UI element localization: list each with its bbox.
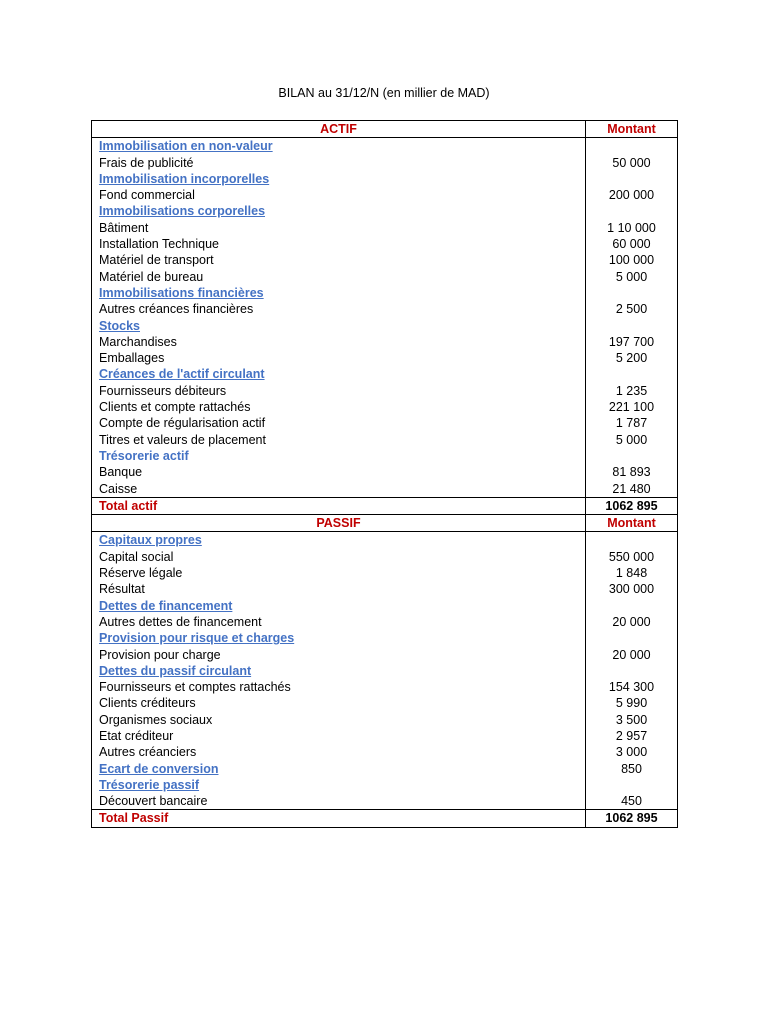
actif-row-amount: 50 000: [586, 155, 678, 171]
actif-row-label: [92, 203, 586, 219]
passif-row-amount: [586, 532, 678, 549]
passif-row-label-text: Provision pour charge: [99, 647, 221, 662]
passif-row-amount: 20 000: [586, 647, 678, 663]
passif-category-row: [92, 532, 678, 549]
actif-row-label: [92, 220, 586, 236]
actif-category-row: [92, 203, 678, 219]
actif-header-row: [92, 121, 678, 138]
passif-row-label: [92, 777, 586, 793]
passif-row-label: [92, 565, 586, 581]
passif-line-row: [92, 728, 678, 744]
actif-row-label-text: Frais de publicité: [99, 155, 194, 170]
actif-row-label: [92, 138, 586, 155]
passif-row-label-text: Autres créanciers: [99, 745, 197, 760]
actif-line-row: [92, 399, 678, 415]
passif-line-row: [92, 744, 678, 760]
actif-row-amount: 221 100: [586, 399, 678, 415]
actif-row-amount: 1 235: [586, 383, 678, 399]
actif-row-label: [92, 432, 586, 448]
actif-row-label: [92, 252, 586, 268]
passif-row-amount: 3 000: [586, 744, 678, 760]
passif-total-amount: 1062 895: [586, 810, 678, 827]
balance-sheet-body: [92, 121, 678, 828]
passif-row-label: [92, 728, 586, 744]
passif-row-amount: [586, 777, 678, 793]
passif-row-label: [92, 663, 586, 679]
actif-row-label-text: Bâtiment: [99, 220, 149, 235]
passif-line-row: [92, 647, 678, 663]
passif-row-label: [92, 598, 586, 614]
actif-row-amount: [586, 203, 678, 219]
passif-category-row: [92, 663, 678, 679]
actif-line-row: [92, 350, 678, 366]
actif-row-amount: 100 000: [586, 252, 678, 268]
actif-row-label: [92, 383, 586, 399]
passif-header-amount: Montant: [586, 515, 678, 532]
passif-row-amount: 300 000: [586, 581, 678, 597]
actif-row-label: [92, 187, 586, 203]
passif-row-amount: 550 000: [586, 549, 678, 565]
passif-category-row: [92, 630, 678, 646]
actif-header-label: ACTIF: [92, 121, 586, 138]
actif-row-amount: 1 787: [586, 415, 678, 431]
passif-line-row: [92, 793, 678, 810]
actif-row-label: [92, 399, 586, 415]
passif-row-label: [92, 679, 586, 695]
actif-row-label: [92, 236, 586, 252]
actif-line-row: [92, 481, 678, 498]
passif-row-label: [92, 761, 586, 777]
page-title: BILAN au 31/12/N (en millier de MAD): [278, 86, 490, 100]
actif-row-label: [92, 269, 586, 285]
passif-header-label: PASSIF: [92, 515, 586, 532]
passif-row-label-text: Trésorerie passif: [99, 777, 200, 792]
actif-category-row: [92, 366, 678, 382]
actif-row-label: [92, 464, 586, 480]
actif-row-label-text: Immobilisation incorporelles: [99, 171, 270, 186]
balance-sheet-table: [91, 120, 678, 828]
passif-row-label: [92, 581, 586, 597]
actif-category-row: [92, 171, 678, 187]
actif-row-label: [92, 448, 586, 464]
actif-category-row: [92, 448, 678, 464]
actif-line-row: [92, 187, 678, 203]
actif-row-amount: 5 200: [586, 350, 678, 366]
actif-row-label-text: Autres créances financières: [99, 302, 254, 317]
actif-row-label-text: Compte de régularisation actif: [99, 416, 266, 431]
passif-header-row: [92, 515, 678, 532]
actif-category-row: [92, 318, 678, 334]
actif-line-row: [92, 301, 678, 317]
passif-row-label-text: Etat créditeur: [99, 728, 174, 743]
passif-row-label: [92, 695, 586, 711]
actif-row-amount: 21 480: [586, 481, 678, 498]
passif-total-label: Total Passif: [92, 810, 586, 827]
passif-row-label-text: Organismes sociaux: [99, 712, 213, 727]
actif-row-label-text: Titres et valeurs de placement: [99, 432, 266, 447]
actif-row-label-text: Immobilisations corporelles: [99, 204, 266, 219]
passif-line-row: [92, 565, 678, 581]
passif-row-label: [92, 532, 586, 549]
actif-row-label-text: Immobilisation en non-valeur: [99, 139, 273, 154]
actif-line-row: [92, 269, 678, 285]
actif-row-label-text: Banque: [99, 465, 143, 480]
passif-row-label-text: Dettes du passif circulant: [99, 663, 252, 678]
actif-category-row: [92, 285, 678, 301]
passif-line-row: [92, 614, 678, 630]
actif-total-label: Total actif: [92, 497, 586, 514]
actif-row-label-text: Créances de l'actif circulant: [99, 367, 265, 382]
actif-line-row: [92, 334, 678, 350]
passif-row-label-text: Ecart de conversion: [99, 761, 219, 776]
actif-row-label: [92, 171, 586, 187]
passif-row-label: [92, 744, 586, 760]
passif-row-label: [92, 630, 586, 646]
actif-line-row: [92, 252, 678, 268]
actif-row-amount: 5 000: [586, 432, 678, 448]
actif-category-row: [92, 138, 678, 155]
passif-row-amount: [586, 598, 678, 614]
actif-row-label-text: Matériel de transport: [99, 253, 214, 268]
actif-line-row: [92, 464, 678, 480]
actif-row-amount: [586, 138, 678, 155]
actif-row-label-text: Immobilisations financières: [99, 285, 264, 300]
passif-category-row: [92, 777, 678, 793]
actif-row-amount: [586, 171, 678, 187]
actif-row-amount: 60 000: [586, 236, 678, 252]
passif-row-amount: 5 990: [586, 695, 678, 711]
actif-row-label-text: Trésorerie actif: [99, 448, 189, 463]
actif-row-label-text: Fournisseurs débiteurs: [99, 383, 227, 398]
actif-row-amount: 5 000: [586, 269, 678, 285]
passif-line-row: [92, 679, 678, 695]
passif-row-label: [92, 614, 586, 630]
passif-line-row: [92, 549, 678, 565]
passif-row-label-text: Provision pour risque et charges: [99, 631, 295, 646]
passif-category-row: [92, 761, 678, 777]
passif-row-label: [92, 793, 586, 810]
actif-line-row: [92, 220, 678, 236]
passif-row-amount: 850: [586, 761, 678, 777]
passif-row-label-text: Résultat: [99, 582, 145, 597]
actif-row-label-text: Marchandises: [99, 334, 177, 349]
actif-total-row: [92, 497, 678, 514]
passif-row-label: [92, 712, 586, 728]
actif-row-label: [92, 301, 586, 317]
passif-row-label-text: Fournisseurs et comptes rattachés: [99, 680, 291, 695]
passif-row-amount: [586, 663, 678, 679]
actif-row-label: [92, 366, 586, 382]
actif-row-label: [92, 350, 586, 366]
actif-row-amount: 81 893: [586, 464, 678, 480]
passif-row-label-text: Autres dettes de financement: [99, 614, 262, 629]
actif-row-label: [92, 415, 586, 431]
passif-row-amount: 1 848: [586, 565, 678, 581]
actif-row-label-text: Emballages: [99, 351, 165, 366]
passif-row-amount: 20 000: [586, 614, 678, 630]
actif-row-amount: [586, 285, 678, 301]
actif-row-amount: [586, 318, 678, 334]
actif-header-amount: Montant: [586, 121, 678, 138]
passif-row-amount: 450: [586, 793, 678, 810]
passif-row-label: [92, 549, 586, 565]
actif-row-label-text: Stocks: [99, 318, 140, 333]
passif-row-label: [92, 647, 586, 663]
passif-line-row: [92, 695, 678, 711]
passif-row-label-text: Capital social: [99, 549, 174, 564]
actif-row-label-text: Fond commercial: [99, 188, 195, 203]
passif-row-amount: 3 500: [586, 712, 678, 728]
passif-row-label-text: Réserve légale: [99, 566, 183, 581]
actif-row-amount: [586, 366, 678, 382]
passif-row-amount: 2 957: [586, 728, 678, 744]
passif-category-row: [92, 598, 678, 614]
actif-row-amount: 2 500: [586, 301, 678, 317]
actif-line-row: [92, 432, 678, 448]
actif-line-row: [92, 415, 678, 431]
actif-row-label-text: Installation Technique: [99, 237, 219, 252]
actif-line-row: [92, 155, 678, 171]
passif-row-label-text: Clients créditeurs: [99, 696, 196, 711]
passif-line-row: [92, 712, 678, 728]
passif-line-row: [92, 581, 678, 597]
passif-row-label-text: Capitaux propres: [99, 533, 202, 548]
actif-row-amount: 1 10 000: [586, 220, 678, 236]
actif-row-amount: [586, 448, 678, 464]
actif-row-amount: 200 000: [586, 187, 678, 203]
actif-row-label-text: Caisse: [99, 481, 138, 496]
actif-row-label: [92, 481, 586, 498]
passif-row-label-text: Dettes de financement: [99, 598, 233, 613]
actif-row-label: [92, 334, 586, 350]
actif-row-amount: 197 700: [586, 334, 678, 350]
actif-row-label: [92, 318, 586, 334]
passif-row-amount: 154 300: [586, 679, 678, 695]
actif-row-label: [92, 285, 586, 301]
passif-total-row: [92, 810, 678, 827]
actif-row-label-text: Matériel de bureau: [99, 269, 204, 284]
actif-row-label-text: Clients et compte rattachés: [99, 400, 251, 415]
actif-row-label: [92, 155, 586, 171]
actif-line-row: [92, 383, 678, 399]
actif-line-row: [92, 236, 678, 252]
actif-total-amount: 1062 895: [586, 497, 678, 514]
passif-row-label-text: Découvert bancaire: [99, 794, 208, 809]
passif-row-amount: [586, 630, 678, 646]
